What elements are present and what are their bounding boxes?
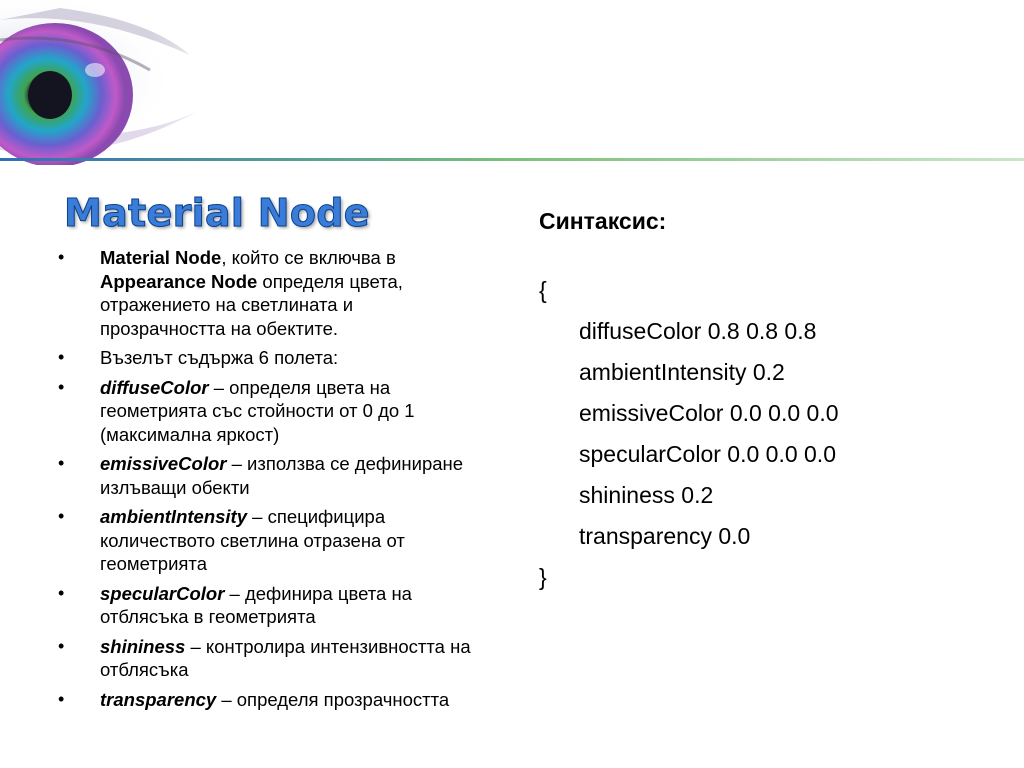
code-field-line: transparency 0.0 xyxy=(579,523,751,549)
bullet-text: определя цвета, отражението на светлината и прозрачността на обектите. xyxy=(100,270,403,339)
bullet-dot-icon: • xyxy=(58,635,65,656)
bullet-keyword: Material Node xyxy=(100,247,222,268)
bullet-text: , който се включва в xyxy=(221,247,396,268)
bullet-keyword: Appearance Node xyxy=(100,270,258,292)
bullet-text: – определя прозрачността xyxy=(216,688,450,710)
bullet-item xyxy=(58,635,478,682)
bullet-item xyxy=(58,505,478,576)
header-eye-image xyxy=(0,0,1024,165)
bullet-text: – използва се дефиниране излъващи обекти xyxy=(100,453,464,498)
bullet-keyword: specularColor xyxy=(100,582,225,604)
code-field-line: ambientIntensity 0.2 xyxy=(579,359,785,385)
bullet-item xyxy=(58,582,478,629)
bullet-text: – дефинира цвета на отблясъка в геометрията xyxy=(100,582,412,627)
bullet-list xyxy=(58,246,478,717)
code-close-brace: } xyxy=(539,564,547,590)
bullet-keyword: ambientIntensity xyxy=(100,506,247,527)
bullet-keyword: shininess xyxy=(100,635,186,657)
slide-title: Material Node xyxy=(64,191,370,235)
bullet-item xyxy=(58,376,478,447)
bullet-dot-icon: • xyxy=(58,453,65,473)
bullet-dot-icon: • xyxy=(58,376,65,397)
bullet-text: – определя цвета на геометрията със стойности от 0 до 1 (максимална яркост) xyxy=(100,376,415,445)
code-field-line: shininess 0.2 xyxy=(579,482,714,508)
code-field-line: emissiveColor 0.0 0.0 0.0 xyxy=(579,400,839,426)
bullet-keyword: transparency xyxy=(100,688,217,710)
code-field-line: specularColor 0.0 0.0 0.0 xyxy=(579,441,836,467)
bullet-dot-icon: • xyxy=(58,688,65,709)
syntax-heading: Синтаксис: xyxy=(539,208,667,234)
bullet-keyword: emissiveColor xyxy=(100,453,227,474)
bullet-item xyxy=(58,346,478,370)
bullet-item xyxy=(58,452,478,499)
code-field-line: diffuseColor 0.8 0.8 0.8 xyxy=(579,318,817,344)
bullet-item xyxy=(58,246,478,340)
bullet-keyword: diffuseColor xyxy=(100,376,209,398)
bullet-dot-icon: • xyxy=(58,347,65,367)
bullet-text: Възелът съдържа 6 полета: xyxy=(100,347,339,368)
bullet-text: – специфицира количеството светлина отразена от геометрията xyxy=(100,506,405,574)
bullet-text: – контролира интензивността на отблясъка xyxy=(100,635,471,680)
syntax-code-block xyxy=(539,270,839,598)
bullet-dot-icon: • xyxy=(58,506,65,526)
bullet-dot-icon: • xyxy=(58,582,65,603)
bullet-dot-icon: • xyxy=(58,247,65,267)
code-open-brace: { xyxy=(539,277,547,303)
bullet-item xyxy=(58,688,478,712)
